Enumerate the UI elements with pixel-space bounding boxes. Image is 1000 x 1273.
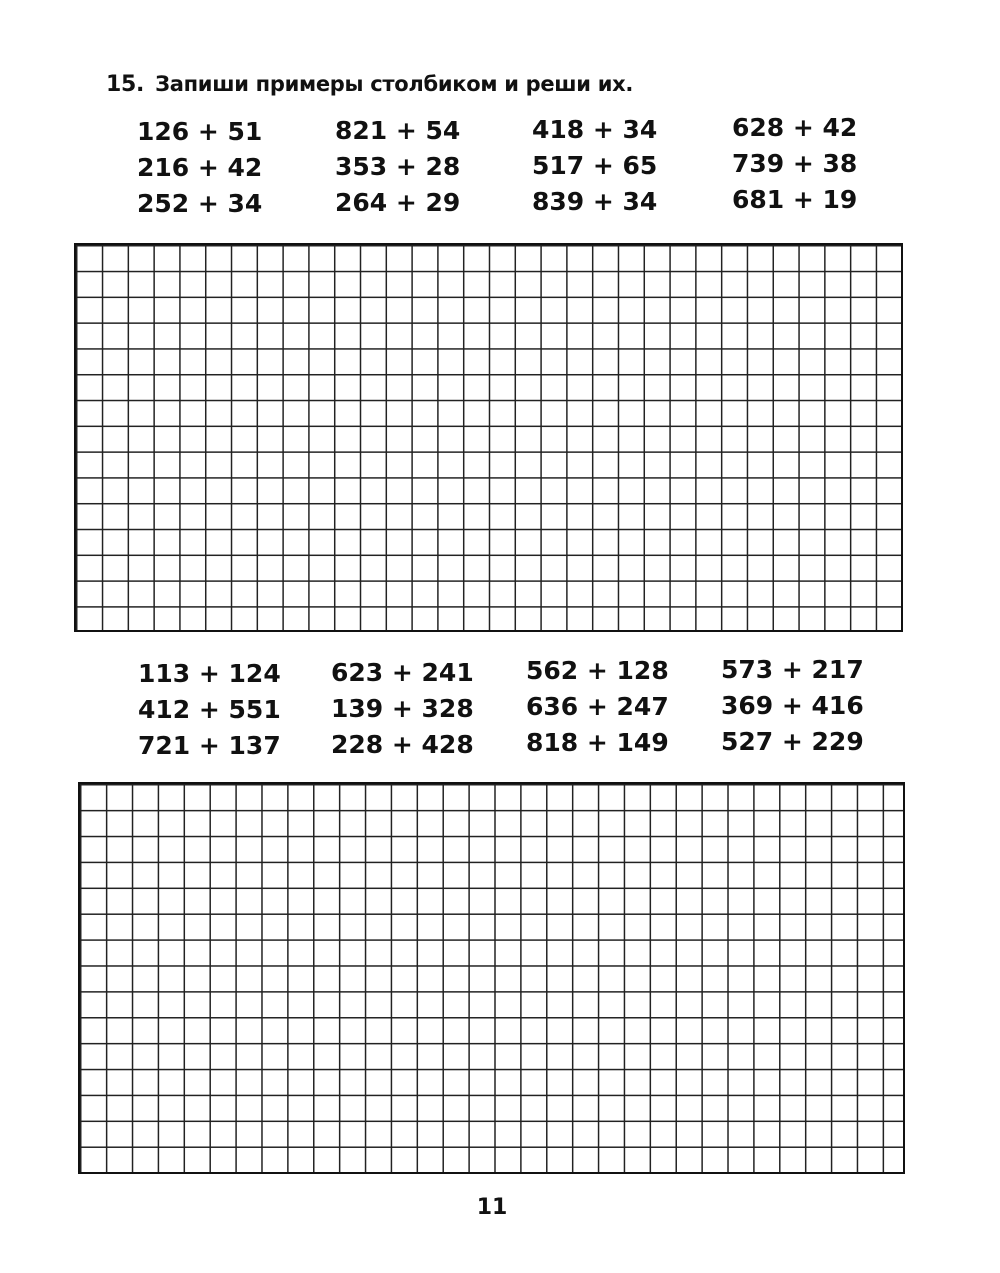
- math-problem: 821 + 54: [335, 116, 461, 145]
- math-problem: 562 + 128: [526, 656, 669, 685]
- problem-column: [721, 652, 901, 760]
- task-number: 15.: [106, 72, 145, 97]
- math-problem: 636 + 247: [526, 692, 669, 721]
- math-problem: 623 + 241: [331, 658, 474, 687]
- math-problem: 628 + 42: [732, 113, 858, 142]
- math-problem: 264 + 29: [335, 188, 461, 217]
- math-problem: 418 + 34: [532, 115, 658, 144]
- math-problem: 527 + 229: [721, 727, 864, 756]
- math-problem: 252 + 34: [137, 189, 263, 218]
- task-heading: [106, 72, 633, 97]
- math-problem: 818 + 149: [526, 728, 669, 757]
- math-problem: 517 + 65: [532, 151, 658, 180]
- math-problem: 412 + 551: [138, 695, 281, 724]
- math-problem: 739 + 38: [732, 149, 858, 178]
- math-problem: 839 + 34: [532, 187, 658, 216]
- problem-column: [526, 653, 706, 761]
- math-problem: 573 + 217: [721, 655, 864, 684]
- math-problem: 353 + 28: [335, 152, 461, 181]
- math-problem: 369 + 416: [721, 691, 864, 720]
- problem-column: [137, 114, 317, 222]
- problem-column: [732, 110, 912, 218]
- math-problem: 139 + 328: [331, 694, 474, 723]
- math-problem: 126 + 51: [137, 117, 263, 146]
- page-number: 11: [476, 1195, 508, 1220]
- task-instruction: Запиши примеры столбиком и реши их.: [155, 72, 634, 96]
- math-problem: 228 + 428: [331, 730, 474, 759]
- problem-column: [335, 113, 515, 221]
- problem-column: [532, 112, 712, 220]
- math-problem: 721 + 137: [138, 731, 281, 760]
- answer-grid-top: [74, 243, 903, 632]
- math-problem: 681 + 19: [732, 185, 858, 214]
- math-problem: 113 + 124: [138, 659, 281, 688]
- problem-column: [331, 655, 511, 763]
- problem-column: [138, 656, 318, 764]
- answer-grid-bottom: [78, 782, 905, 1174]
- math-problem: 216 + 42: [137, 153, 263, 182]
